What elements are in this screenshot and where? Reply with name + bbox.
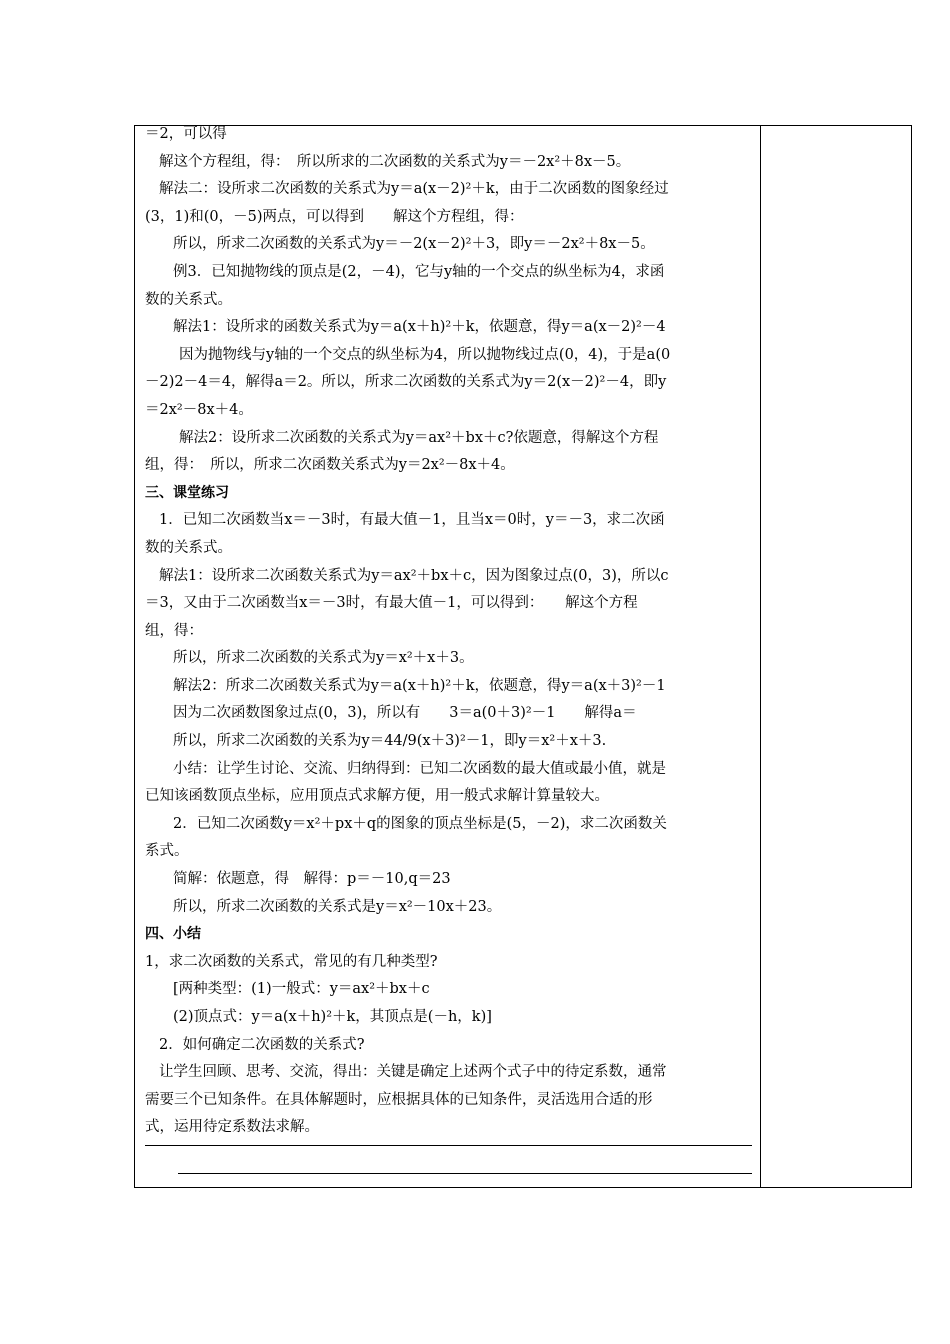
- text-line: 解法二：设所求二次函数的关系式为y＝a(x－2)²＋k，由于二次函数的图象经过: [159, 181, 669, 198]
- text-line: (2)顶点式：y＝a(x＋h)²＋k，其顶点是(－h，k)]: [173, 1009, 492, 1025]
- text-line: 已知该函数顶点坐标，应用顶点式求解方便，用一般式求解计算量较大。: [145, 788, 609, 805]
- document-body: [145, 121, 752, 1142]
- text-line: [两种类型：(1)一般式：y＝ax²＋bx＋c: [173, 981, 430, 998]
- text-line: 组，得： 所以，所求二次函数关系式为y＝2x²－8x＋4。: [145, 457, 515, 474]
- text-line: 系式。: [145, 843, 189, 860]
- text-line: (3，1)和(0，－5)两点，可以得到 解这个方程组，得：: [145, 208, 524, 225]
- text-line: 解法2：所求二次函数关系式为y＝a(x＋h)²＋k，依题意，得y＝a(x＋3)²－1: [173, 677, 666, 694]
- text-line: 所以，所求二次函数的关系式是y＝x²－10x＋23。: [173, 898, 502, 915]
- text-line: 2．如何确定二次函数的关系式?: [159, 1036, 365, 1053]
- text-line: 解法1：设所求的函数关系式为y＝a(x＋h)²＋k，依题意，得y＝a(x－2)²－4: [173, 319, 666, 336]
- text-line: 解法1：设所求二次函数关系式为y＝ax²＋bx＋c，因为图象过点(0，3)，所以c: [159, 567, 669, 584]
- text-line: 数的关系式。: [145, 539, 232, 556]
- text-line: 因为二次函数图象过点(0，3)，所以有 3＝a(0＋3)²－1 解得a＝: [173, 705, 637, 722]
- text-line: 解这个方程组，得： 所以所求的二次函数的关系式为y＝－2x²＋8x－5。: [159, 153, 631, 170]
- text-line: 需要三个已知条件。在具体解题时，应根据具体的已知条件，灵活选用合适的形: [145, 1091, 653, 1108]
- text-line: 让学生回顾、思考、交流，得出：关键是确定上述两个式子中的待定系数，通常: [159, 1064, 667, 1081]
- text-line: ＝2x²－8x＋4。: [145, 401, 253, 418]
- text-line: 1．已知二次函数当x＝－3时，有最大值－1，且当x＝0时，y＝－3，求二次函: [159, 512, 665, 529]
- text-line: ＝2，可以得: [145, 126, 227, 142]
- text-line: 所以，所求二次函数的关系为y＝44/9(x＋3)²－1，即y＝x²＋x＋3.: [173, 733, 607, 750]
- text-line: 式，运用待定系数法求解。: [145, 1119, 319, 1136]
- section-heading: 三、课堂练习: [145, 484, 229, 501]
- text-line: 组，得：: [145, 622, 203, 639]
- section-heading: 四、小结: [145, 926, 201, 943]
- text-line: 小结：让学生讨论、交流、归纳得到：已知二次函数的最大值或最小值，就是: [173, 760, 666, 777]
- text-line: 所以，所求二次函数的关系式为y＝－2(x－2)²＋3，即y＝－2x²＋8x－5。: [173, 236, 655, 253]
- text-line: 2．已知二次函数y＝x²＋px＋q的图象的顶点坐标是(5，－2)，求二次函数关: [173, 815, 667, 832]
- text-line: －2)2－4＝4，解得a＝2。所以，所求二次函数的关系式为y＝2(x－2)²－4，即y: [145, 374, 667, 391]
- text-line: 简解：依题意，得 解得：p＝－10,q＝23: [173, 871, 451, 888]
- text-line: 解法2：设所求二次函数的关系式为y＝ax²＋bx＋c?依题意，得解这个方程: [179, 429, 659, 446]
- text-line: 1，求二次函数的关系式，常见的有几种类型?: [145, 953, 438, 970]
- text-line: ＝3，又由于二次函数当x＝－3时，有最大值－1，可以得到： 解这个方程: [145, 595, 638, 612]
- underline-rule: [145, 1145, 752, 1146]
- underline-rule: [178, 1173, 752, 1174]
- text-line: 例3．已知抛物线的顶点是(2，－4)，它与y轴的一个交点的纵坐标为4，求函: [173, 263, 665, 280]
- column-divider: [760, 125, 761, 1188]
- text-line: 数的关系式。: [145, 291, 232, 308]
- text-line: 所以，所求二次函数的关系式为y＝x²＋x＋3。: [173, 650, 474, 667]
- text-line: 因为抛物线与y轴的一个交点的纵坐标为4，所以抛物线过点(0，4)，于是a(0: [179, 346, 671, 363]
